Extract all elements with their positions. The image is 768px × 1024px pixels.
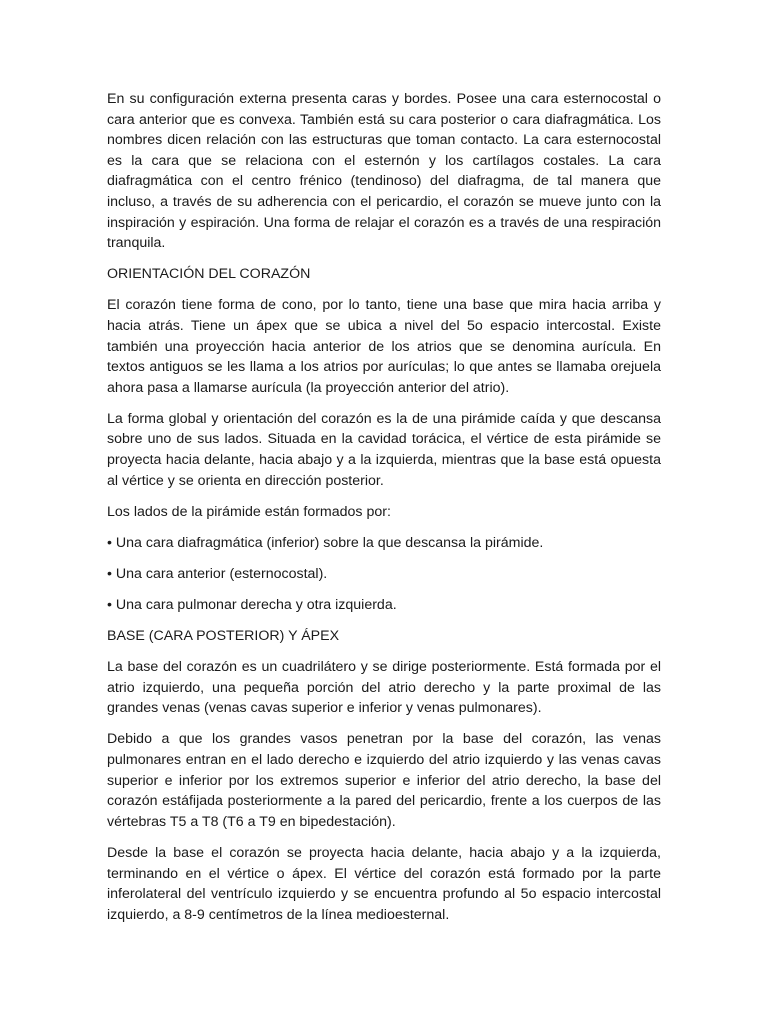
list-item: • Una cara diafragmática (inferior) sobre la que descansa la pirámide. [107,534,544,551]
paragraph-piramide-caida: La forma global y orientación del corazón es la de una pirámide caída y que descansa sobre uno de sus lados. Situada en la cavidad torácica, el vértice de esta pirámide se proyecta hacia delante, hacia abajo y a la izquierda, mientras que la base está opuesta al vértice y se orienta en dirección posterior. [107,410,661,489]
list-item: • Una cara anterior (esternocostal). [107,565,328,582]
paragraph-grandes-vasos: Debido a que los grandes vasos penetran por la base del corazón, las venas pulmonares entran en el lado derecho e izquierdo del atrio izquierdo y las venas cavas superior e inferior por los extremos superior e inferior del atrio derecho, la base del corazón estáfijada posteriormente a la pared del pericardio, frente a los cuerpos de las vértebras T5 a T8 (T6 a T9 en bipedestación). [107,731,661,830]
paragraph-lados-piramide: Los lados de la pirámide están formados por: [107,503,391,520]
heading-base-y-apex: BASE (CARA POSTERIOR) Y ÁPEX [107,628,340,645]
list-item: • Una cara pulmonar derecha y otra izquierda. [107,596,397,613]
paragraph-forma-de-cono: El corazón tiene forma de cono, por lo tanto, tiene una base que mira hacia arriba y hacia atrás. Tiene un ápex que se ubica a nivel del 5o espacio intercostal. Existe también una proyección hacia anterior de los atrios que se denomina aurícula. En textos antiguos se les llama a los atrios por aurículas; lo que antes se llamaba orejuela ahora pasa a llamarse aurícula (la proyección anterior del atrio). [107,297,661,396]
paragraph-configuracion-externa: En su configuración externa presenta caras y bordes. Posee una cara esternocostal o cara anterior que es convexa. También está su cara posterior o cara diafragmática. Los nombres dicen relación con las estructuras que toman contacto. La cara esternocostal es la cara que se relaciona con el esternón y los cartílagos costales. La cara diafragmática con el centro frénico (tendinoso) del diafragma, de tal manera que incluso, a través de su adherencia con el pericardio, el corazón se mueve junto con la inspiración y espiración. Una forma de relajar el corazón es a través de una respiración tranquila. [107,91,661,252]
heading-orientacion: ORIENTACIÓN DEL CORAZÓN [107,266,311,283]
paragraph-base-cuadrilatero: La base del corazón es un cuadrilátero y se dirige posteriormente. Está formada por el atrio izquierdo, una pequeña porción del atrio derecho y la parte proximal de las grandes venas (venas cavas superior e inferior y venas pulmonares). [107,659,661,717]
document-page [107,89,661,936]
paragraph-vertice-apex: Desde la base el corazón se proyecta hacia delante, hacia abajo y a la izquierda, terminando en el vértice o ápex. El vértice del corazón está formado por la parte inferolateral del ventrículo izquierdo y se encuentra profundo al 5o espacio intercostal izquierdo, a 8-9 centímetros de la línea medioesternal. [107,844,661,923]
